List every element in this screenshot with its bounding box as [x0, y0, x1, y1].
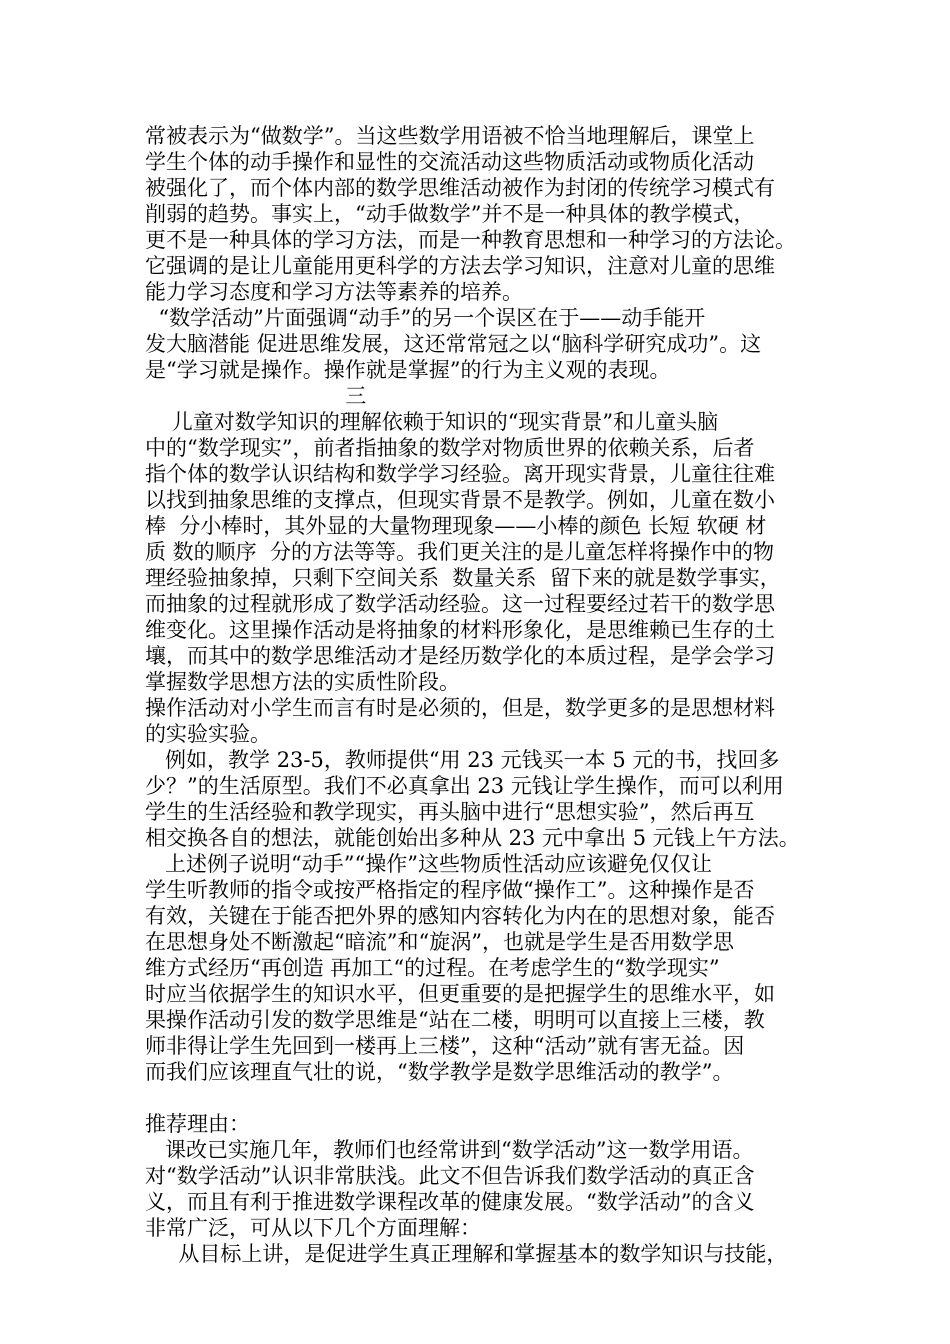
text-line: 义，而且有利于推进数学课程改革的健康发展。“数学活动”的含义 — [145, 1190, 755, 1214]
text-line: 它强调的是让儿童能用更科学的方法去学习知识，注意对儿童的思维 — [145, 254, 775, 278]
text-line: 相交换各自的想法，就能创始出多种从 23 元中拿出 5 元钱上午方法。 — [145, 826, 800, 850]
text-line: “数学活动”片面强调“动手”的另一个误区在于——动手能开 — [145, 306, 706, 330]
text-line: 时应当依据学生的知识水平，但更重要的是把握学生的思维水平，如 — [145, 982, 775, 1006]
text-line: 学生听教师的指令或按严格指定的程序做“操作工”。这种操作是否 — [145, 878, 755, 902]
text-line: 而我们应该理直气壮的说，“数学教学是数学思维活动的教学”。 — [145, 1060, 734, 1084]
text-line: 以找到抽象思维的支撑点，但现实背景不是教学。例如，儿童在数小 — [145, 488, 775, 512]
text-line: 在思想身处不断激起“暗流”和“旋涡”，也就是学生是否用数学思 — [145, 930, 734, 954]
text-line: 而抽象的过程就形成了数学活动经验。这一过程要经过若干的数学思 — [145, 592, 775, 616]
section-heading: 三 — [145, 384, 367, 408]
text-line: 被强化了，而个体内部的数学思维活动被作为封闭的传统学习模式有 — [145, 176, 775, 200]
text-line: 例如，教学 23-5，教师提供“用 23 元钱买一本 5 元的书，找回多 — [145, 748, 780, 772]
text-line: 课改已实施几年，教师们也经常讲到“数学活动”这一数学用语。 — [145, 1138, 754, 1162]
text-line: 是“学习就是操作。操作就是掌握”的行为主义观的表现。 — [145, 358, 671, 382]
text-line: 的实验实验。 — [145, 722, 271, 746]
text-line: 从目标上讲，是促进学生真正理解和掌握基本的数学知识与技能， — [145, 1242, 788, 1266]
text-line: 棒 分小棒时，其外显的大量物理现象——小棒的颜色 长短 软硬 材 — [145, 514, 767, 538]
text-line: 维方式经历“再创造 再加工“的过程。在考虑学生的“数学现实” — [145, 956, 720, 980]
text-line: 理经验抽象掉，只剩下空间关系 数量关系 留下来的就是数学事实， — [145, 566, 781, 590]
text-line: 中的“数学现实”，前者指抽象的数学对物质世界的依赖关系，后者 — [145, 436, 755, 460]
text-line: 壤，而其中的数学思维活动才是经历数学化的本质过程，是学会学习 — [145, 644, 775, 668]
text-line: 师非得让学生先回到一楼再上三楼”，这种“活动”就有害无益。因 — [145, 1034, 745, 1058]
text-line: 常被表示为“做数学”。当这些数学用语被不恰当地理解后，课堂上 — [145, 124, 755, 148]
text-line: 对“数学活动”认识非常肤浅。此文不但告诉我们数学活动的真正含 — [145, 1164, 755, 1188]
text-line: 学生个体的动手操作和显性的交流活动这些物质活动或物质化活动 — [145, 150, 754, 174]
recommendation-heading: 推荐理由： — [145, 1112, 250, 1136]
text-line: 非常广泛，可从以下几个方面理解： — [145, 1216, 481, 1240]
text-line: 上述例子说明“动手”“操作”这些物质性活动应该避免仅仅让 — [145, 852, 712, 876]
text-line: 指个体的数学认识结构和数学学习经验。离开现实背景，儿童往往难 — [145, 462, 775, 486]
text-line: 掌握数学思想方法的实质性阶段。 — [145, 670, 460, 694]
text-line: 削弱的趋势。事实上，“动手做数学”并不是一种具体的教学模式， — [145, 202, 755, 226]
text-line: 能力学习态度和学习方法等素养的培养。 — [145, 280, 523, 304]
text-line: 发大脑潜能 促进思维发展，这还常常冠之以“脑科学研究成功”。这 — [145, 332, 762, 356]
text-line: 操作活动对小学生而言有时是必须的，但是，数学更多的是思想材料 — [145, 696, 775, 720]
text-line: 质 数的顺序 分的方法等等。我们更关注的是儿童怎样将操作中的物 — [145, 540, 775, 564]
text-line: 有效，关键在于能否把外界的感知内容转化为内在的思想对象，能否 — [145, 904, 775, 928]
text-line: 儿童对数学知识的理解依赖于知识的“现实背景”和儿童头脑 — [145, 410, 719, 434]
text-line: 果操作活动引发的数学思维是“站在二楼，明明可以直接上三楼，教 — [145, 1008, 765, 1032]
text-line: 更不是一种具体的学习方法，而是一种教育思想和一种学习的方法论。 — [145, 228, 796, 252]
text-line: 少？”的生活原型。我们不必真拿出 23 元钱让学生操作，而可以利用 — [145, 774, 784, 798]
text-line: 维变化。这里操作活动是将抽象的材料形象化，是思维赖已生存的土 — [145, 618, 775, 642]
text-line: 学生的生活经验和教学现实，再头脑中进行“思想实验”，然后再互 — [145, 800, 755, 824]
